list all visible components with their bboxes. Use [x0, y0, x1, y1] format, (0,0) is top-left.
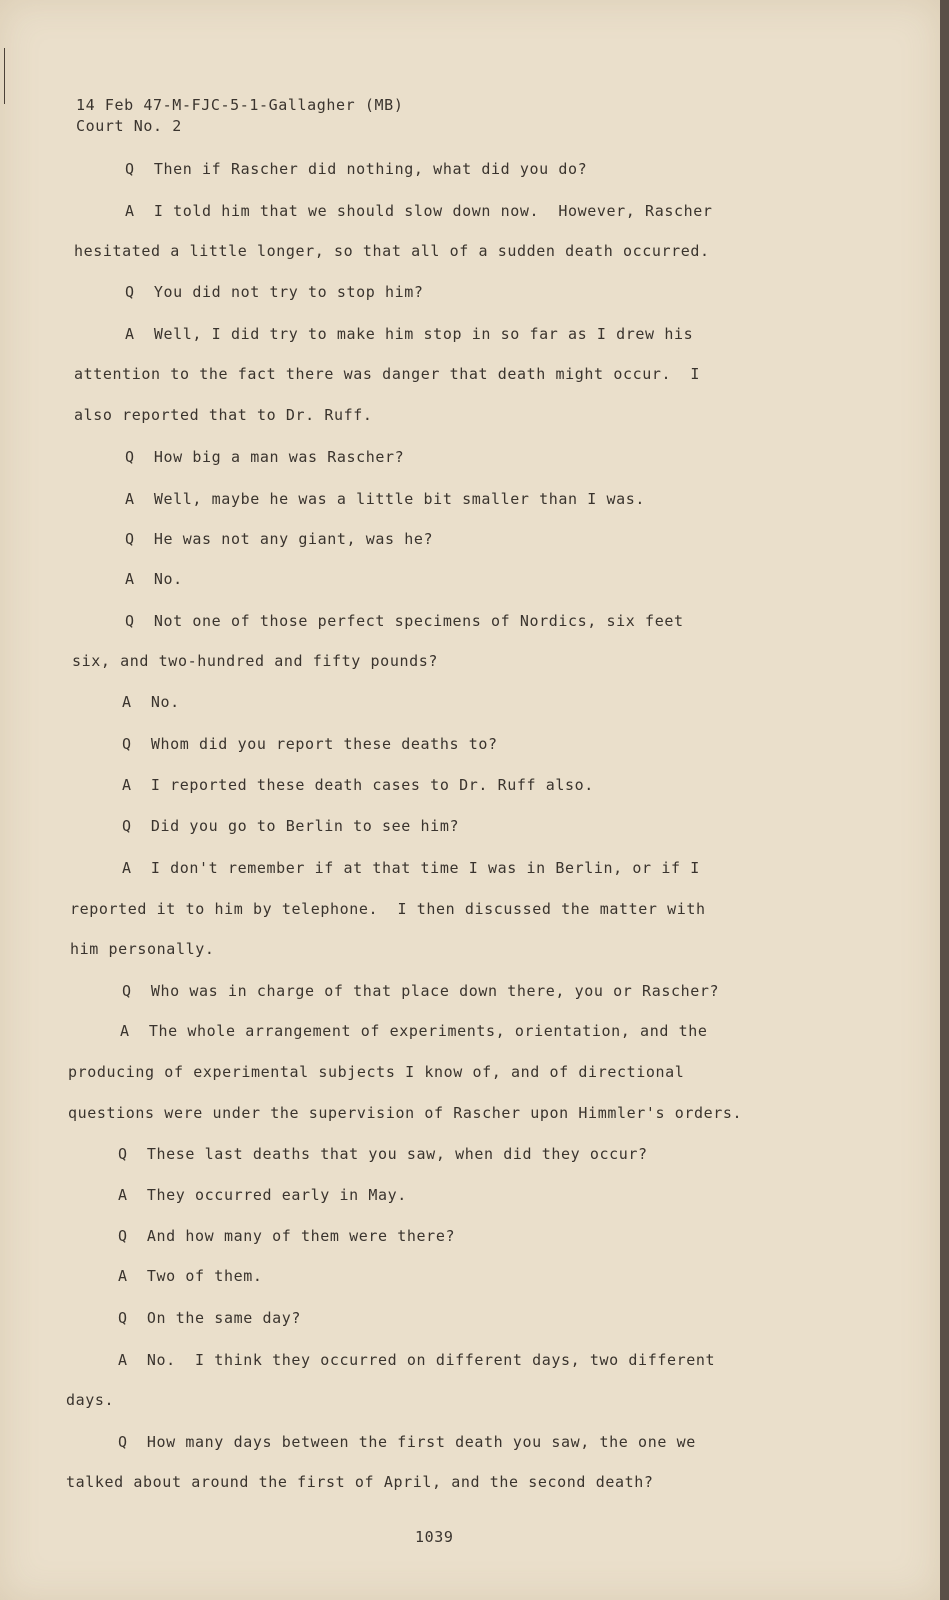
- transcript-line: Q These last deaths that you saw, when did they occur?: [118, 1145, 648, 1163]
- transcript-line: Q Then if Rascher did nothing, what did you do?: [125, 160, 588, 178]
- transcript-line: A They occurred early in May.: [118, 1186, 407, 1204]
- transcript-line: Q You did not try to stop him?: [125, 283, 424, 301]
- transcript-line: reported it to him by telephone. I then discussed the matter with: [70, 900, 706, 918]
- page-number: 1039: [415, 1528, 454, 1546]
- header-reference: 14 Feb 47-M-FJC-5-1-Gallagher (MB): [76, 96, 404, 114]
- transcript-line: Q And how many of them were there?: [118, 1227, 456, 1245]
- transcript-line: days.: [66, 1391, 115, 1409]
- transcript-line: Q Did you go to Berlin to see him?: [122, 817, 460, 835]
- transcript-line: Q Whom did you report these deaths to?: [122, 735, 498, 753]
- transcript-line: hesitated a little longer, so that all of a sudden death occurred.: [74, 242, 710, 260]
- transcript-line: A I told him that we should slow down now. However, Rascher: [125, 202, 713, 220]
- page-edge-shadow: [940, 0, 949, 1600]
- margin-mark: [4, 48, 5, 104]
- transcript-line: A Well, maybe he was a little bit smaller than I was.: [125, 490, 646, 508]
- transcript-line: him personally.: [70, 940, 215, 958]
- transcript-line: A I don't remember if at that time I was in Berlin, or if I: [122, 859, 700, 877]
- transcript-line: talked about around the first of April, and the second death?: [66, 1473, 654, 1491]
- transcript-line: producing of experimental subjects I know of, and of directional: [68, 1063, 685, 1081]
- header-court: Court No. 2: [76, 117, 182, 135]
- transcript-line: A No. I think they occurred on different days, two different: [118, 1351, 716, 1369]
- transcript-line: Q He was not any giant, was he?: [125, 530, 434, 548]
- transcript-line: A Well, I did try to make him stop in so far as I drew his: [125, 325, 694, 343]
- transcript-line: A I reported these death cases to Dr. Ruff also.: [122, 776, 594, 794]
- transcript-line: A Two of them.: [118, 1267, 263, 1285]
- transcript-line: A The whole arrangement of experiments, orientation, and the: [120, 1022, 708, 1040]
- transcript-line: also reported that to Dr. Ruff.: [74, 406, 373, 424]
- transcript-line: A No.: [125, 570, 183, 588]
- transcript-line: questions were under the supervision of Rascher upon Himmler's orders.: [68, 1104, 743, 1122]
- transcript-line: six, and two-hundred and fifty pounds?: [72, 652, 438, 670]
- transcript-line: attention to the fact there was danger that death might occur. I: [74, 365, 700, 383]
- transcript-line: Q On the same day?: [118, 1309, 301, 1327]
- transcript-line: Q How many days between the first death you saw, the one we: [118, 1433, 696, 1451]
- transcript-line: Q Who was in charge of that place down there, you or Rascher?: [122, 982, 720, 1000]
- transcript-line: A No.: [122, 693, 180, 711]
- transcript-line: Q Not one of those perfect specimens of Nordics, six feet: [125, 612, 684, 630]
- transcript-line: Q How big a man was Rascher?: [125, 448, 405, 466]
